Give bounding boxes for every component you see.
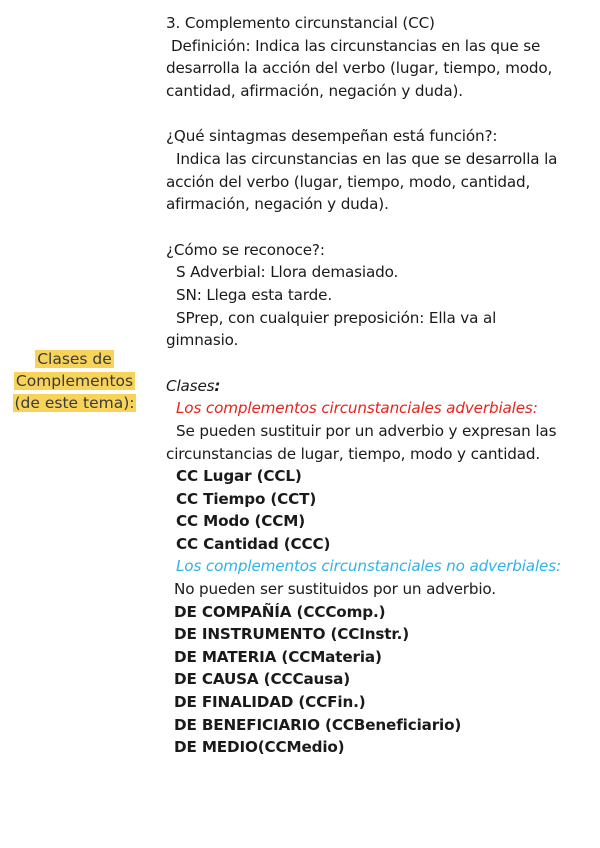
definition-line: desarrolla la acción del verbo (lugar, tiempo, modo,: [166, 59, 553, 78]
question-syntagms: ¿Qué sintagmas desempeñan está función?:: [166, 127, 498, 146]
no-adverbiales-heading: Los complementos circunstanciales no adverbiales:: [176, 557, 561, 576]
answer-line: Indica las circunstancias en las que se desarrolla la: [176, 149, 558, 168]
no-adverbial-item: DE MATERIA (CCMateria): [174, 647, 382, 666]
adverbiales-heading: Los complementos circunstanciales adverbiales:: [176, 399, 538, 418]
no-adverbial-item: DE MEDIO(CCMedio): [174, 738, 345, 757]
definition-line: Definición: Indica las circunstancias en las que se: [171, 36, 541, 55]
no-adverbial-item: DE BENEFICIARIO (CCBeneficiario): [174, 715, 462, 734]
sidebar-label-line: Complementos: [15, 372, 134, 390]
answer-line: afirmación, negación y duda).: [166, 195, 389, 214]
sidebar-label-line: Clases de: [37, 350, 112, 368]
recognize-example: S Adverbial: Llora demasiado.: [176, 263, 399, 282]
recognize-example-continuation: gimnasio.: [166, 331, 239, 350]
document-body: [166, 12, 586, 759]
no-adverbial-item: DE FINALIDAD (CCFin.): [174, 693, 366, 712]
sidebar-label-line: (de este tema):: [14, 394, 135, 412]
clases-heading: [166, 375, 586, 398]
sidebar-classes-label: [8, 348, 141, 414]
no-adverbial-item: DE COMPAÑÍA (CCComp.): [174, 602, 386, 621]
no-adverbial-item: DE CAUSA (CCCausa): [174, 670, 350, 689]
no-adverbiales-desc: No pueden ser sustituidos por un adverbio.: [174, 580, 496, 599]
clases-label: Clases: [166, 376, 215, 395]
answer-line: acción del verbo (lugar, tiempo, modo, cantidad,: [166, 172, 531, 191]
recognize-example: SPrep, con cualquier preposición: Ella va al: [176, 308, 497, 327]
no-adverbial-item: DE INSTRUMENTO (CCInstr.): [174, 625, 409, 644]
adverbiales-desc: circunstancias de lugar, tiempo, modo y cantidad.: [166, 444, 541, 463]
adverbial-item: CC Lugar (CCL): [176, 467, 302, 486]
question-recognize: ¿Cómo se reconoce?:: [166, 240, 325, 259]
section-title: 3. Complemento circunstancial (CC): [166, 14, 435, 32]
clases-colon: :: [214, 376, 221, 395]
adverbiales-desc: Se pueden sustituir por un adverbio y expresan las: [176, 421, 557, 440]
recognize-example: SN: Llega esta tarde.: [176, 285, 332, 304]
definition-line: cantidad, afirmación, negación y duda).: [166, 81, 463, 100]
adverbial-item: CC Tiempo (CCT): [176, 489, 317, 508]
adverbial-item: CC Cantidad (CCC): [176, 534, 331, 553]
adverbial-item: CC Modo (CCM): [176, 512, 306, 531]
